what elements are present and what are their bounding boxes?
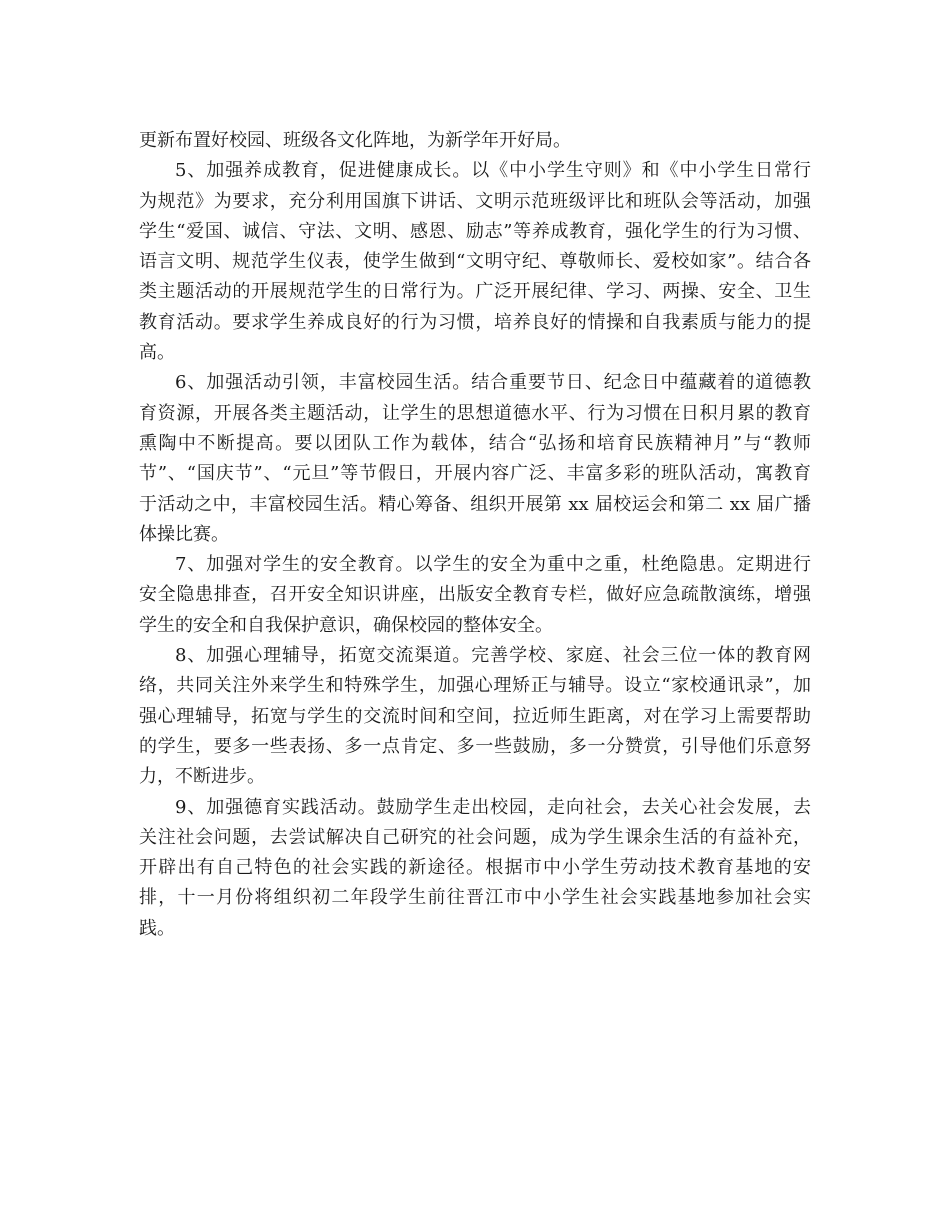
text-line: 高。 <box>139 342 175 364</box>
text-line: 学生“爱国、诚信、守法、文明、感恩、励志”等养成教育，强化学生的行为习惯、 <box>139 220 811 242</box>
text-line: 育资源，开展各类主题活动，让学生的思想道德水平、行为习惯在日积月累的教育 <box>139 402 811 424</box>
text-line: 更新布置好校园、班级各文化阵地，为新学年开好局。 <box>139 130 571 151</box>
text-line: 力，不断进步。 <box>139 766 265 788</box>
text-line: 的学生，要多一些表扬、多一点肯定、多一些鼓励，多一分赞赏，引导他们乐意努 <box>139 735 811 757</box>
text-line: 熏陶中不断提高。要以团队工作为载体，结合“弘扬和培育民族精神月”与“教师 <box>139 432 811 454</box>
text-line: 8、加强心理辅导，拓宽交流渠道。完善学校、家庭、社会三位一体的教育网 <box>175 645 811 667</box>
text-line: 节”、“国庆节”、“元旦”等节假日，开展内容广泛、丰富多彩的班队活动，寓教育 <box>139 463 811 485</box>
text-line: 关注社会问题，去尝试解决自己研究的社会问题，成为学生课余生活的有益补充， <box>139 826 811 848</box>
text-line: 教育活动。要求学生养成良好的行为习惯，培养良好的情操和自我素质与能力的提 <box>139 311 811 333</box>
text-line: 6、加强活动引领，丰富校园生活。结合重要节日、纪念日中蕴藏着的道德教 <box>175 372 811 394</box>
text-line: 强心理辅导，拓宽与学生的交流时间和空间，拉近师生距离，对在学习上需要帮助 <box>139 705 811 727</box>
text-line: 类主题活动的开展规范学生的日常行为。广泛开展纪律、学习、两操、安全、卫生 <box>139 281 811 303</box>
text-line: 语言文明、规范学生仪表，使学生做到“文明守纪、尊敬师长、爱校如家”。结合各 <box>139 251 811 273</box>
text-line: 学生的安全和自我保护意识，确保校园的整体安全。 <box>139 614 553 636</box>
text-line: 9、加强德育实践活动。鼓励学生走出校园，走向社会，去关心社会发展，去 <box>175 796 811 818</box>
text-line: 践。 <box>139 917 175 939</box>
text-line: 7、加强对学生的安全教育。以学生的安全为重中之重，杜绝隐患。定期进行 <box>175 554 811 576</box>
text-line: 开辟出有自己特色的社会实践的新途径。根据市中小学生劳动技术教育基地的安 <box>139 857 811 879</box>
text-line: 为规范》为要求，充分利用国旗下讲话、文明示范班级评比和班队会等活动，加强 <box>139 190 811 212</box>
text-line: 安全隐患排查，召开安全知识讲座，出版安全教育专栏，做好应急疏散演练，增强 <box>139 584 811 606</box>
text-line: 体操比赛。 <box>139 523 229 545</box>
text-line: 于活动之中，丰富校园生活。精心筹备、组织开展第 xx 届校运会和第二 xx 届广播 <box>139 493 811 515</box>
text-line: 络，共同关注外来学生和特殊学生，加强心理矫正与辅导。设立“家校通讯录”，加 <box>139 675 811 697</box>
text-line: 5、加强养成教育，促进健康成长。以《中小学生守则》和《中小学生日常行 <box>175 160 811 182</box>
document-body <box>139 126 811 944</box>
text-line: 排，十一月份将组织初二年段学生前往晋江市中小学生社会实践基地参加社会实 <box>139 887 811 909</box>
